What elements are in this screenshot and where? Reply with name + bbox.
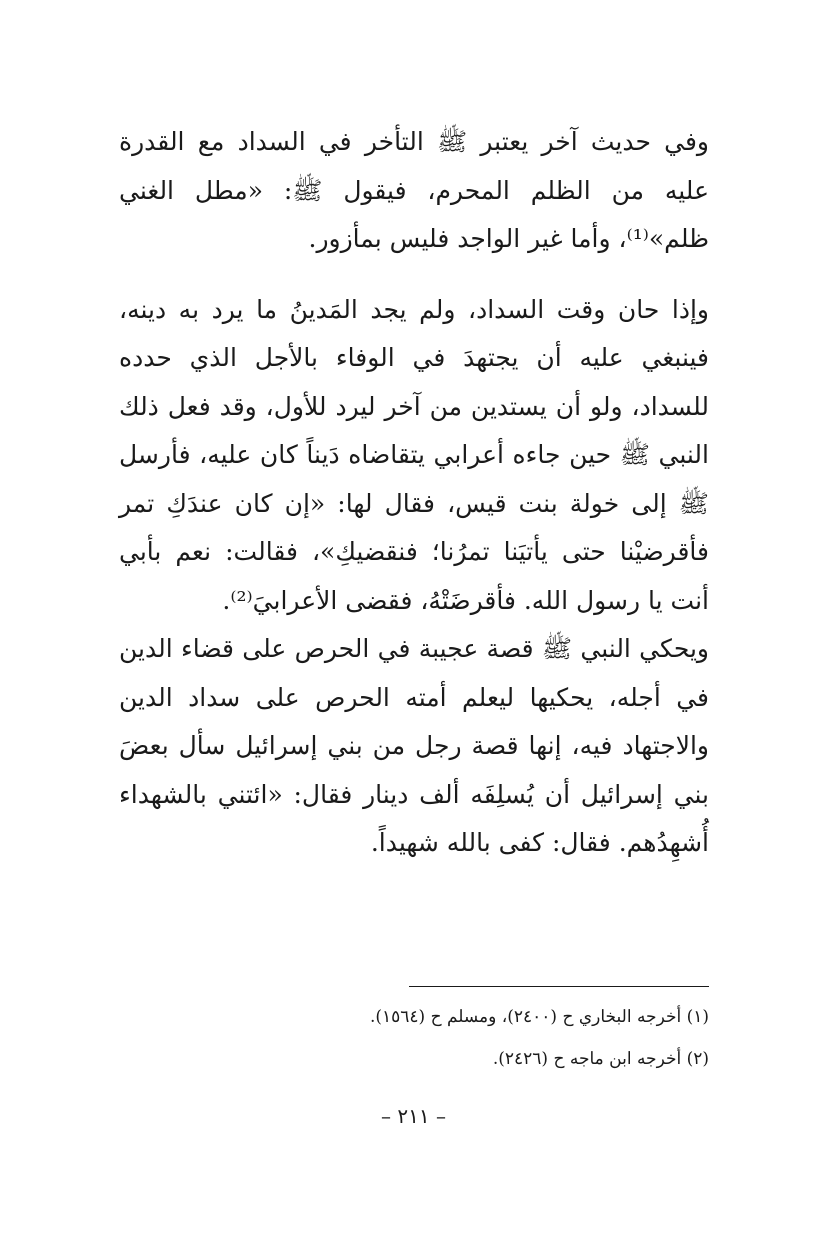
main-text — [119, 118, 709, 868]
paragraph-1: وفي حديث آخر يعتبر ﷺ التأخر في السداد مع القدرة عليه من الظلم المحرم، فيقول ﷺ: «مطل الغني ظلم»⁽¹⁾، وأما غير الواجد فليس بمأزور. — [119, 127, 709, 253]
footnote-1: (١) أخرجه البخاري ح (٢٤٠٠)، ومسلم ح (١٥٦٤). — [369, 1007, 709, 1027]
paragraph-2: وإذا حان وقت السداد، ولم يجد المَدينُ ما يرد به دينه، فينبغي عليه أن يجتهدَ في الوفاء بالأجل الذي حدده للسداد، ولو أن يستدين من آخر ليرد للأول، وقد فعل ذلك النبي ﷺ حين جاءه أعرابي يتقاضاه دَيناً كان عليه، فأرسل ﷺ إلى خولة بنت قيس، فقال لها: «إن كان عندَكِ تمر فأقرضيْنا حتى يأتيَنا تمرُنا؛ فنقضيكِ»، فقالت: نعم بأبي أنت يا رسول الله. فأقرضَتْهُ، فقضى الأعرابيَ⁽²⁾. — [119, 294, 709, 615]
footnote-2: (٢) أخرجه ابن ماجه ح (٢٤٢٦). — [492, 1049, 709, 1069]
paragraph-3: ويحكي النبي ﷺ قصة عجيبة في الحرص على قضاء الدين في أجله، يحكيها ليعلم أمته الحرص على سداد الدين والاجتهاد فيه، إنها قصة رجل من بني إسرائيل سأل بعضَ بني إسرائيل أن يُسلِفَه ألف دينار فقال: «ائتني بالشهداء أُشهِدُهم. فقال: كفى بالله شهيداً. — [119, 634, 709, 857]
footnote-divider — [409, 986, 709, 987]
page-number: – ٢١١ – — [381, 1104, 446, 1128]
footnotes — [119, 996, 709, 1080]
